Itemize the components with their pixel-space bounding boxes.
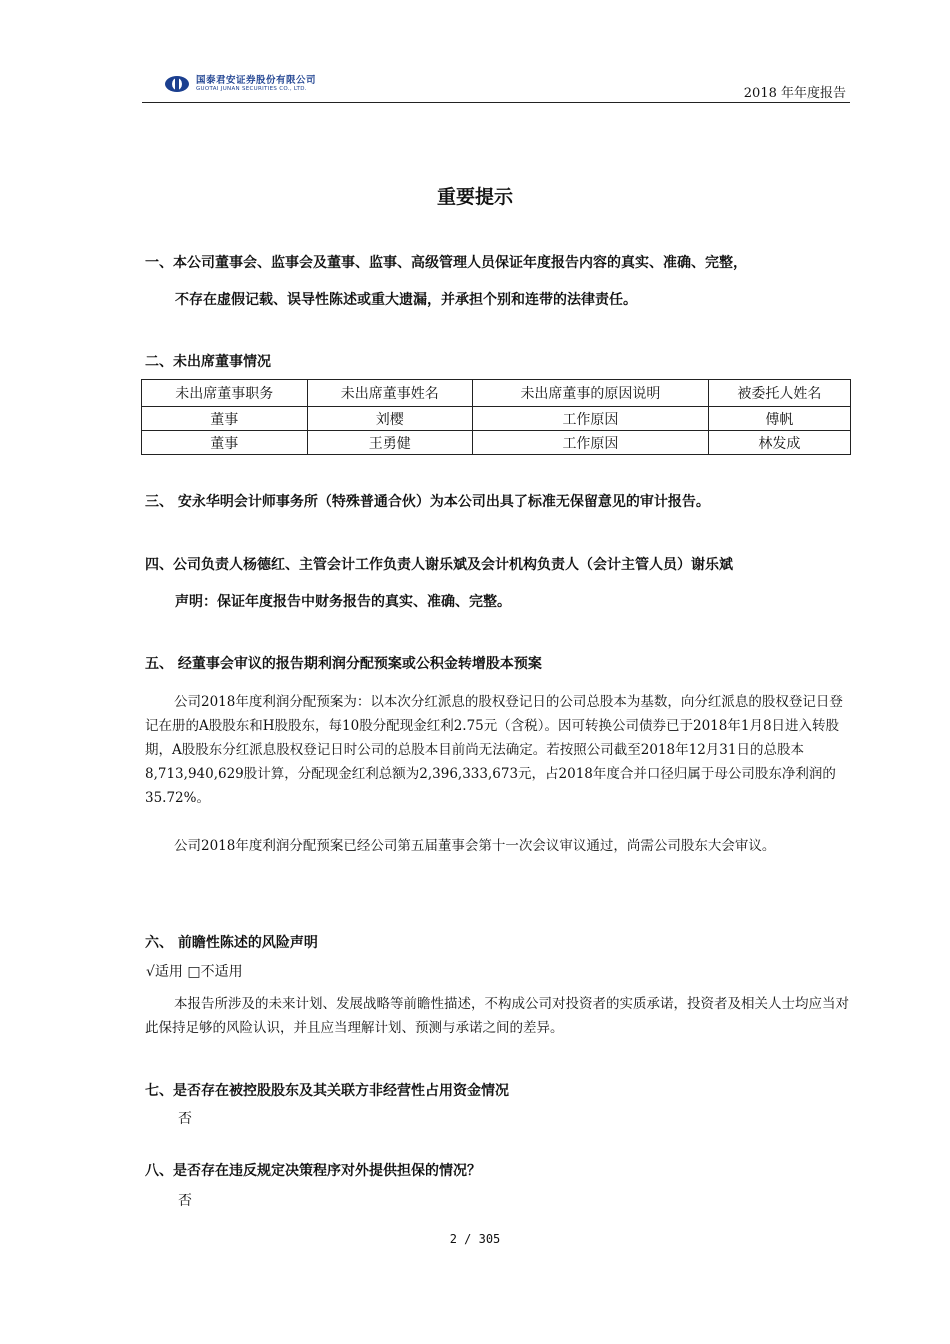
table-header-cell: 未出席董事职务	[142, 380, 308, 407]
section-6-title: 六、 前瞻性陈述的风险声明	[145, 935, 318, 951]
section-1-line-1: 一、本公司董事会、监事会及董事、监事、高级管理人员保证年度报告内容的真实、准确、完整，	[145, 255, 747, 271]
section-6-paragraph: 本报告所涉及的未来计划、发展战略等前瞻性描述，不构成公司对投资者的实质承诺，投资者及相关人士均应当对此保持足够的风险认识，并且应当理解计划、预测与承诺之间的差异。	[145, 996, 849, 1036]
section-7-answer: 否	[178, 1111, 192, 1127]
table-header-row	[142, 380, 851, 407]
section-7-title: 七、是否存在被控股股东及其关联方非经营性占用资金情况	[145, 1083, 509, 1099]
section-5-title: 五、 经董事会审议的报告期利润分配预案或公积金转增股本预案	[145, 656, 542, 672]
table-header-cell: 未出席董事的原因说明	[473, 380, 709, 407]
page-title: 重要提示	[436, 186, 513, 208]
section-8-answer: 否	[178, 1193, 192, 1209]
section-5-paragraph-2: 公司2018年度利润分配预案已经公司第五届董事会第十一次会议审议通过，尚需公司股东大会审议。	[174, 838, 776, 854]
table-cell: 董事	[142, 407, 308, 431]
section-8-title: 八、是否存在违反规定决策程序对外提供担保的情况？	[145, 1163, 481, 1179]
table-cell: 王勇健	[307, 431, 473, 455]
table-header-cell: 被委托人姓名	[708, 380, 850, 407]
table-cell: 工作原因	[473, 407, 709, 431]
company-name-cn: 国泰君安证券股份有限公司	[196, 74, 317, 86]
section-2-title: 二、未出席董事情况	[145, 354, 271, 370]
table-cell: 刘樱	[307, 407, 473, 431]
table-cell: 林发成	[708, 431, 850, 455]
section-5-paragraph-1: 公司2018年度利润分配预案为：以本次分红派息的股权登记日的公司总股本为基数，向分红派息的股权登记日登记在册的A股股东和H股股东，每10股分配现金红利2.75元（含税）。因可转换公司债券已于2018年1月8日进入转股期，A股股东分红派息股权登记日时公司的总股本目前尚无法确定。若按照公司截至2018年12月31日的总股本8,713,940,629股计算，分配现金红利总额为2,396,333,673元，占2018年度合并口径归属于母公司股东净利润的35.72%。	[145, 694, 843, 806]
company-logo	[164, 74, 316, 94]
section-3: 三、 安永华明会计师事务所（特殊普通合伙）为本公司出具了标准无保留意见的审计报告。	[145, 494, 710, 510]
section-6-applicability: √适用 □不适用	[146, 964, 243, 980]
table-row	[142, 431, 851, 455]
company-name-en: GUOTAI JUNAN SECURITIES CO., LTD.	[196, 86, 307, 92]
absent-directors-table	[141, 379, 851, 455]
table-cell: 工作原因	[473, 431, 709, 455]
report-title: 2018 年年度报告	[743, 86, 846, 101]
table-row	[142, 407, 851, 431]
section-4-line-2: 声明：保证年度报告中财务报告的真实、准确、完整。	[175, 594, 511, 610]
page-header	[142, 72, 850, 103]
table-cell: 董事	[142, 431, 308, 455]
section-4-line-1: 四、公司负责人杨德红、主管会计工作负责人谢乐斌及会计机构负责人（会计主管人员）谢乐斌	[145, 557, 733, 573]
table-cell: 傅帆	[708, 407, 850, 431]
table-header-cell: 未出席董事姓名	[307, 380, 473, 407]
section-1-line-2: 不存在虚假记载、误导性陈述或重大遗漏，并承担个别和连带的法律责任。	[175, 292, 637, 308]
company-logo-icon	[164, 75, 190, 93]
page-number: 2 / 305	[449, 1232, 501, 1246]
